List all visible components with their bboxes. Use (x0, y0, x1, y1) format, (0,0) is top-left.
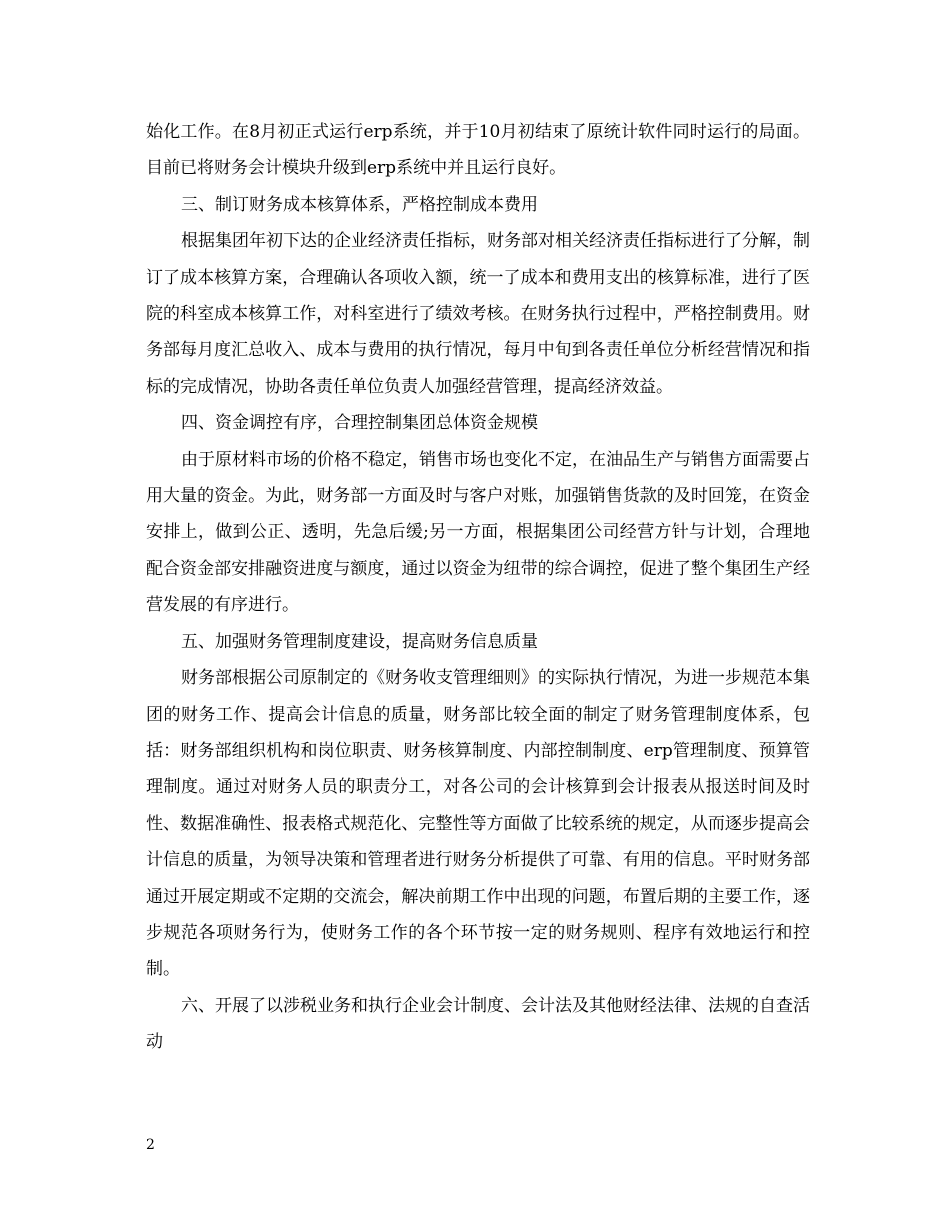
document-body (146, 114, 810, 1061)
section-heading-4: 四、资金调控有序，合理控制集团总体资金规模 (181, 413, 538, 434)
section-heading-6: 六、开展了以涉税业务和执行企业会计制度、会计法及其他财经法律、法规的自查活动 (146, 995, 810, 1053)
paragraph-fund-control: 由于原材料市场的价格不稳定，销售市场也变化不定，在油品生产与销售方面需要占用大量的资金。为此，财务部一方面及时与客户对账，加强销售货款的及时回笼，在资金安排上，做到公正、透明，先急后缓;另一方面，根据集团公司经营方针与计划，合理地配合资金部安排融资进度与额度，通过以资金为纽带的综合调控，促进了整个集团生产经营发展的有序进行。 (146, 449, 810, 616)
paragraph-cost-accounting: 根据集团年初下达的企业经济责任指标，财务部对相关经济责任指标进行了分解，制订了成本核算方案，合理确认各项收入额，统一了成本和费用支出的核算标准，进行了医院的科室成本核算工作，对科室进行了绩效考核。在财务执行过程中，严格控制费用。财务部每月度汇总收入、成本与费用的执行情况，每月中旬到各责任单位分析经营情况和指标的完成情况，协助各责任单位负责人加强经营管理，提高经济效益。 (146, 231, 810, 397)
section-heading-5: 五、加强财务管理制度建设，提高财务信息质量 (181, 631, 538, 652)
page-number: 2 (146, 1137, 155, 1153)
section-heading-3: 三、制订财务成本核算体系，严格控制成本费用 (181, 194, 538, 215)
paragraph-management-system: 财务部根据公司原制定的《财务收支管理细则》的实际执行情况，为进一步规范本集团的财务工作、提高会计信息的质量，财务部比较全面的制定了财务管理制度体系，包括：财务部组织机构和岗位职责、财务核算制度、内部控制制度、erp管理制度、预算管理制度。通过对财务人员的职责分工，对各公司的会计核算到会计报表从报送时间及时性、数据准确性、报表格式规范化、完整性等方面做了比较系统的规定，从而逐步提高会计信息的质量，为领导决策和管理者进行财务分析提供了可靠、有用的信息。平时财务部通过开展定期或不定期的交流会，解决前期工作中出现的问题，布置后期的主要工作，逐步规范各项财务行为，使财务工作的各个环节按一定的财务规则、程序有效地运行和控制。 (146, 668, 810, 980)
paragraph-continued: 始化工作。在8月初正式运行erp系统，并于10月初结束了原统计软件同时运行的局面。目前已将财务会计模块升级到erp系统中并且运行良好。 (146, 122, 810, 179)
